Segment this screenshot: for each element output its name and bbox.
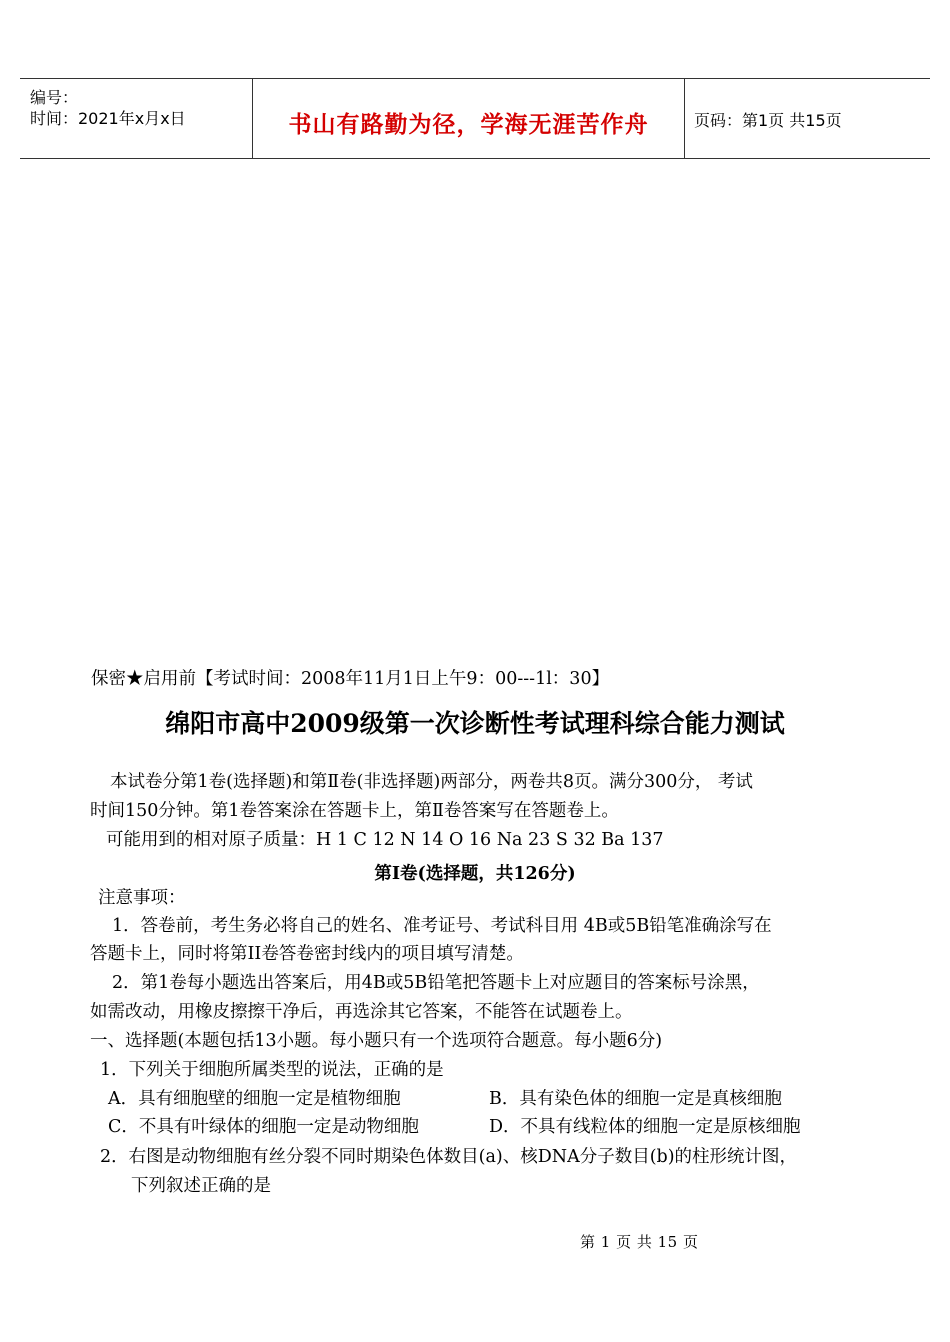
part-1-heading: 一、选择题(本题包括13小题。每小题只有一个选项符合题意。每小题6分) xyxy=(90,1031,663,1051)
header-motto-cell xyxy=(252,79,685,158)
question-1-option-b: B．具有染色体的细胞一定是真核细胞 xyxy=(489,1089,782,1109)
header-page-code: 页码：第1页 共15页 xyxy=(694,111,842,130)
page-header xyxy=(20,78,930,159)
intro-line-2: 时间150分钟。第1卷答案涂在答题卡上，第Ⅱ卷答案写在答题卷上。 xyxy=(90,801,619,821)
question-1-stem: 1．下列关于细胞所属类型的说法，正确的是 xyxy=(100,1060,444,1080)
notice-1-line-2: 答题卡上，同时将第II卷答卷密封线内的项目填写清楚。 xyxy=(90,944,524,964)
header-meta-cell xyxy=(20,79,252,158)
question-1-option-a: A．具有细胞壁的细胞一定是植物细胞 xyxy=(108,1089,401,1109)
section-title: 第Ⅰ卷(选择题，共126分) xyxy=(374,864,576,884)
secret-line: 保密★启用前【考试时间：2008年11月1日上午9：00---1l：30】 xyxy=(91,669,610,689)
notice-2-line-1: 2．第1卷每小题选出答案后，用4B或5B铅笔把答题卡上对应题目的答案标号涂黑， xyxy=(112,973,760,993)
question-2-line-1: 2．右图是动物细胞有丝分裂不同时期染色体数目(a)、核DNA分子数目(b)的柱形统计图， xyxy=(100,1147,798,1167)
notice-label: 注意事项： xyxy=(98,888,186,908)
atomic-mass-line: 可能用到的相对原子质量：H 1 C 12 N 14 O 16 Na 23 S 32 Ba 137 xyxy=(106,830,664,850)
document-number-label: 编号： xyxy=(30,88,79,107)
document-time-label: 时间：2021年x月x日 xyxy=(30,109,186,128)
header-motto: 书山有路勤为径，学海无涯苦作舟 xyxy=(288,111,649,138)
intro-line-1: 本试卷分第1卷(选择题)和第Ⅱ卷(非选择题)两部分，两卷共8页。满分300分， 考试 xyxy=(110,772,753,792)
question-1-option-c: C．不具有叶绿体的细胞一定是动物细胞 xyxy=(108,1117,419,1137)
notice-1-line-1: 1．答卷前，考生务必将自己的姓名、准考证号、考试科目用 4B或5B铅笔准确涂写在 xyxy=(112,916,772,936)
header-page-cell xyxy=(684,79,930,158)
page-footer: 第 1 页 共 15 页 xyxy=(580,1233,699,1251)
notice-2-line-2: 如需改动，用橡皮擦擦干净后，再选涂其它答案，不能答在试题卷上。 xyxy=(90,1002,633,1022)
question-1-option-d: D．不具有线粒体的细胞一定是原核细胞 xyxy=(489,1117,801,1137)
question-2-line-2: 下列叙述正确的是 xyxy=(131,1176,271,1196)
page-title: 绵阳市高中2009级第一次诊断性考试理科综合能力测试 xyxy=(165,709,785,738)
